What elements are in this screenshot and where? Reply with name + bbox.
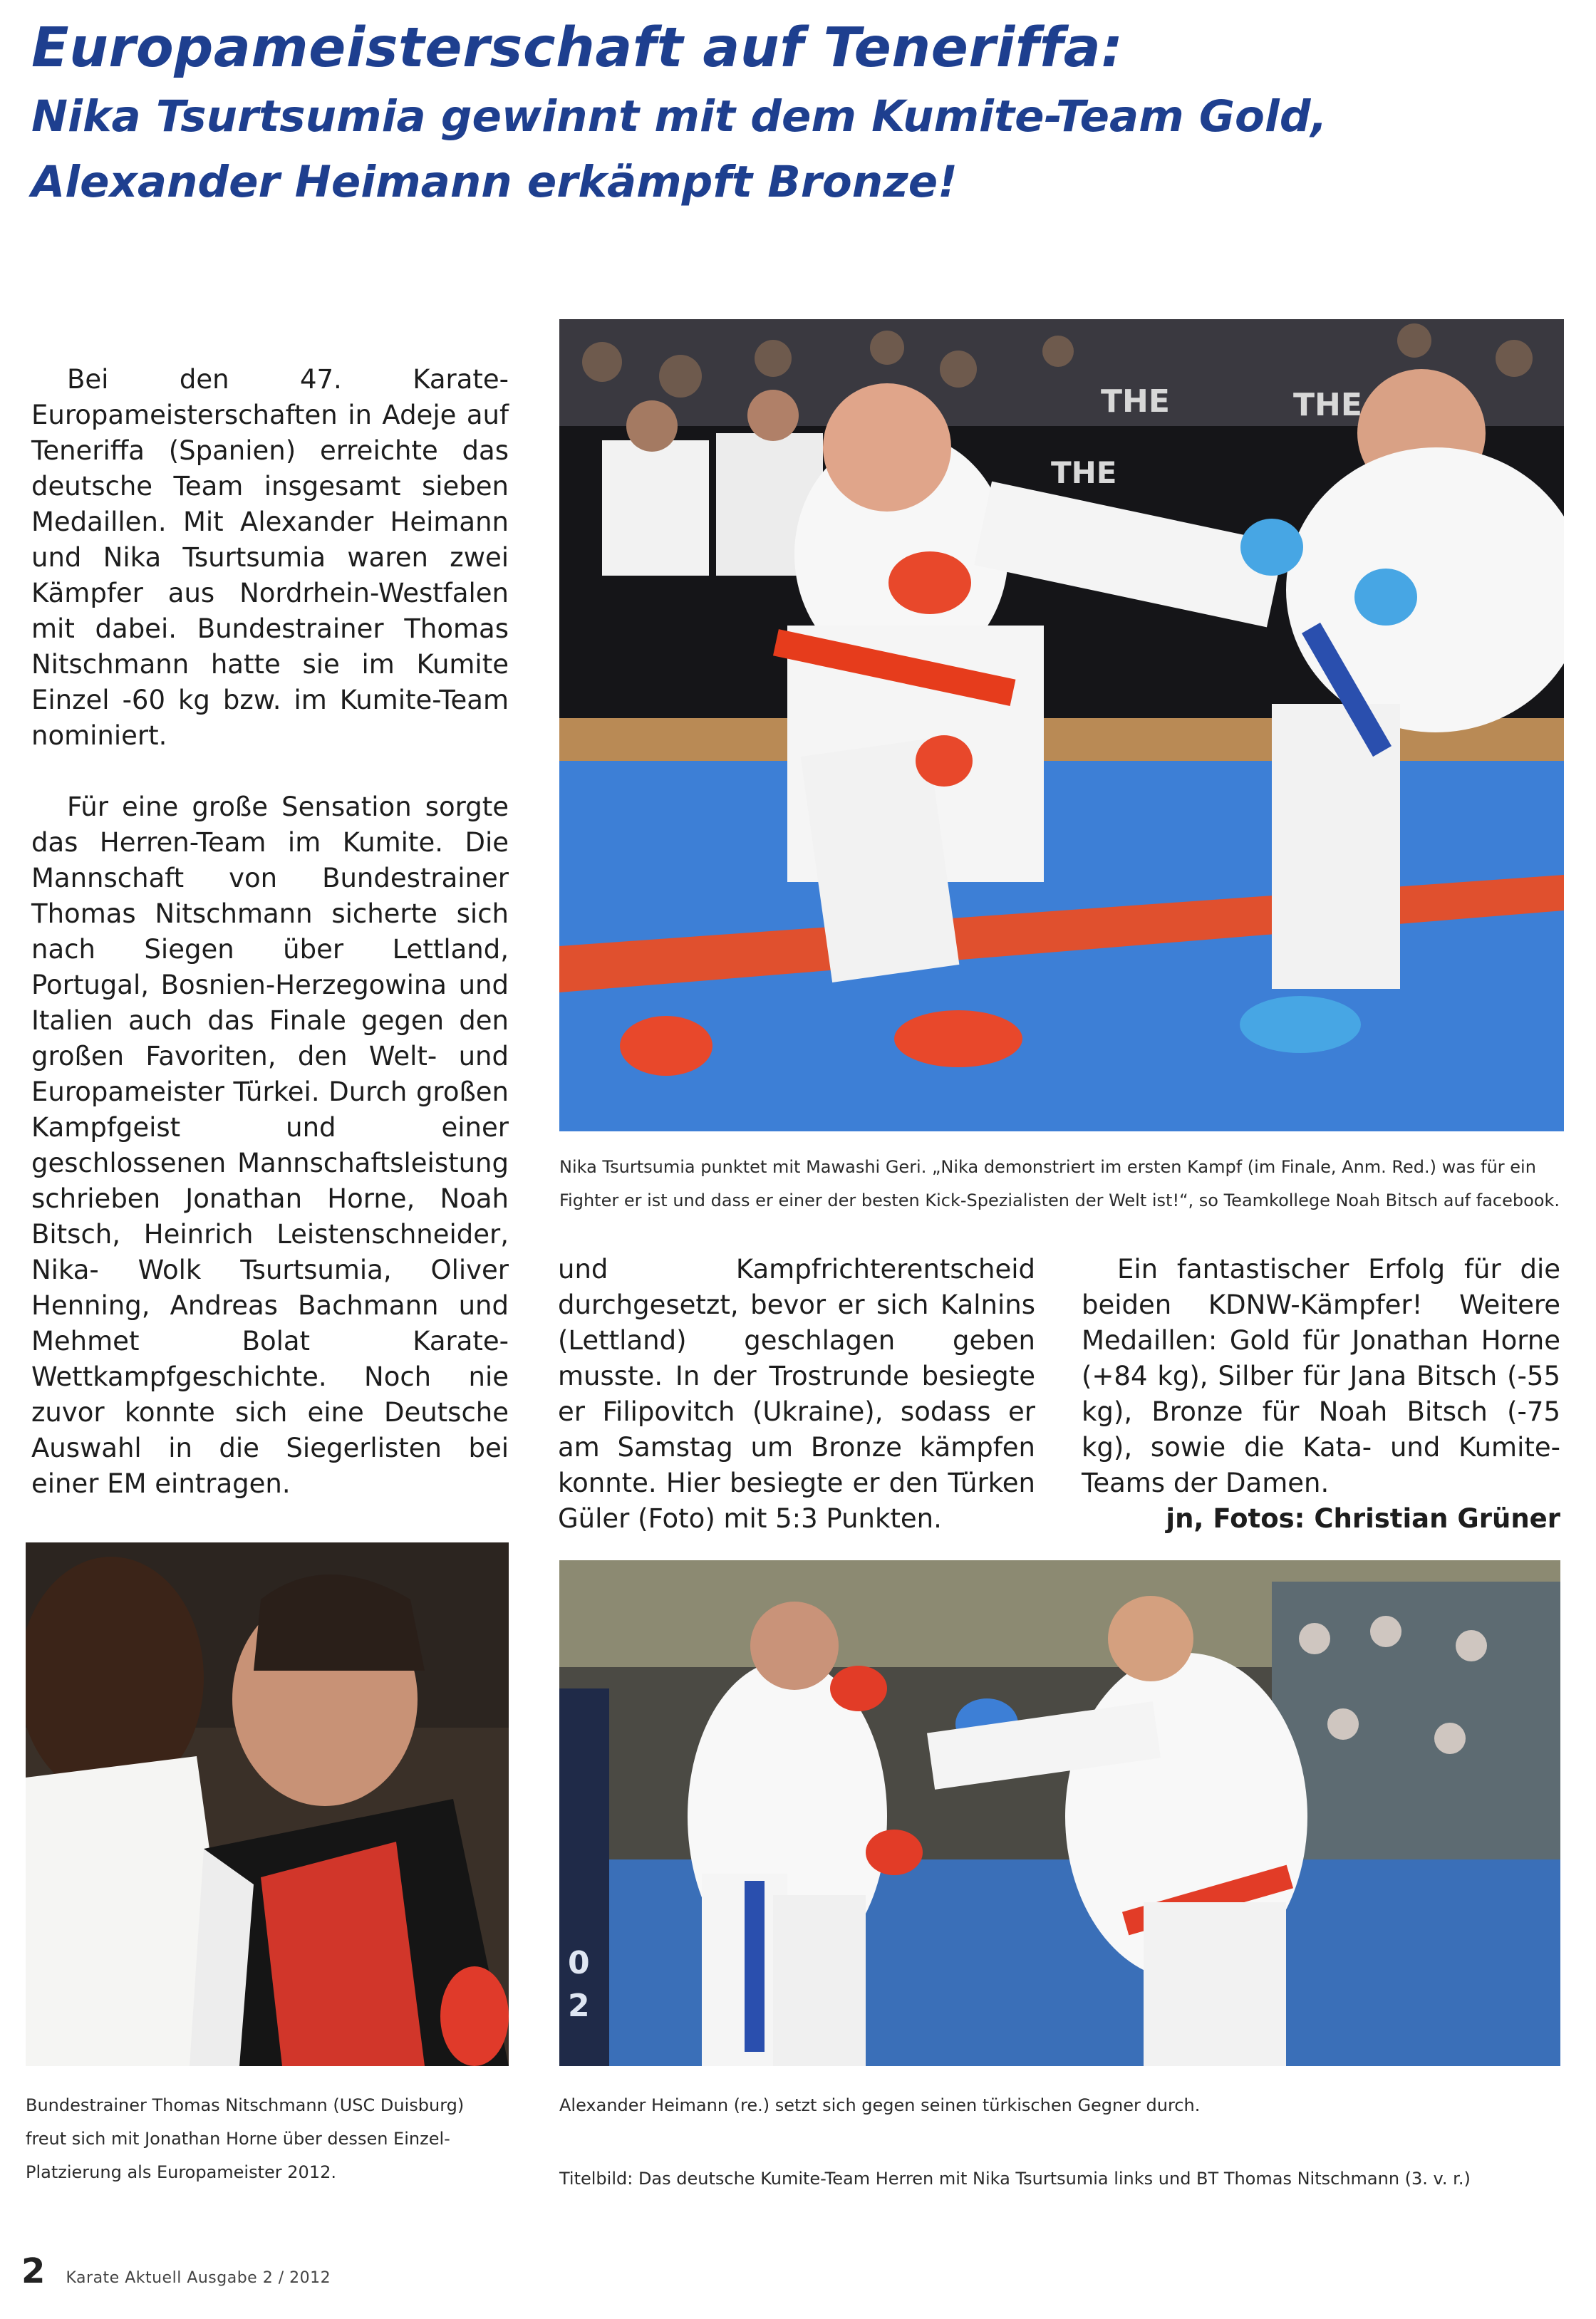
photo-heimann-fight: [559, 1560, 1560, 2066]
paragraph: Für eine große Sensation sorgte das Herren-Team im Kumite. Die Mannschaft von Bundestrainer Thomas Nitschmann sicherte sich nach Siegen über Lettland, Portugal, Bosnien-Herzegowina und Italien auch das Finale gegen den großen Favoriten, den Welt- und Europameister Türkei. Durch großen Kampfgeist und einer geschlossenen Mannschaftsleistung schrieben Jonathan Horne, Noah Bitsch, Heinrich Leistenschneider, Nika- Wolk Tsurtsumia, Oliver Henning, Andreas Bachmann und Mehmet Bolat Karate- Wettkampfgeschichte. Noch nie zuvor konnte sich eine Deutsche Auswahl in die Siegerlisten bei einer EM eintragen.: [31, 792, 509, 1499]
photo-caption-coach: [26, 2089, 510, 2189]
caption-text: Alexander Heimann (re.) setzt sich gegen seinen türkischen Gegner durch.: [559, 2095, 1201, 2115]
banner-text: THE: [1293, 387, 1362, 423]
caption-text: Nika Tsurtsumia punktet mit Mawashi Geri. „Nika demonstriert im ersten Kampf (im Finale, Anm. Red.) was für ein Fighter er ist und dass er einer der besten Kick-Spezialisten der Welt ist!“, so Teamkollege Noah Bitsch auf facebook.: [559, 1157, 1560, 1210]
photo-kick: [559, 319, 1564, 1131]
banner-text: THE: [1051, 455, 1117, 490]
banner-text: THE: [1101, 383, 1170, 420]
magazine-issue: Karate Aktuell Ausgabe 2 / 2012: [66, 2269, 331, 2287]
paragraph: und Kampfrichterentscheid durchgesetzt, bevor er sich Kalnins (Lettland) geschlagen geben musste. In der Trostrunde besiegte er Filipovitch (Ukraine), sodass er am Samstag um Bronze kämpfen konnte. Hier besiegte er den Türken Güler (Foto) mit 5:3 Punkten.: [558, 1254, 1035, 1534]
paragraph: Bei den 47. Karate-Europameisterschaften in Adeje auf Teneriffa (Spanien) erreichte das deutsche Team insgesamt sieben Medaillen. Mit Alexander Heimann und Nika Tsurtsumia waren zwei Kämpfer aus Nordrhein-Westfalen mit dabei. Bundestrainer Thomas Nitschmann hatte sie im Kumite Einzel -60 kg bzw. im Kumite-Team nominiert.: [31, 364, 509, 751]
article-title: [31, 13, 1563, 215]
page-number: 2: [21, 2251, 46, 2291]
page-footer: [21, 2251, 331, 2291]
body-column-2: [558, 1252, 1035, 1537]
title-line-2: Nika Tsurtsumia gewinnt mit dem Kumite-Team Gold,: [31, 91, 1327, 142]
body-column-1: [31, 362, 509, 1716]
scoreboard-text: 0: [568, 1945, 590, 1981]
paragraph: Ein fantastischer Erfolg für die beiden KDNW-Kämpfer! Weitere Medaillen: Gold für Jonathan Horne (+84 kg), Silber für Jana Bitsch (-55 kg), Bronze für Noah Bitsch (-75 kg), sowie die Kata- und Kumite-Teams der Damen.: [1082, 1254, 1560, 1498]
title-line-3: Alexander Heimann erkämpft Bronze!: [31, 157, 958, 207]
caption-text: Bundestrainer Thomas Nitschmann (USC Duisburg) freut sich mit Jonathan Horne über dessen Einzel-Platzierung als Europameister 2012.: [26, 2095, 465, 2182]
caption-text: Titelbild: Das deutsche Kumite-Team Herren mit Nika Tsurtsumia links und BT Thomas Nitschmann (3. v. r.): [559, 2169, 1471, 2189]
title-line-1: Europameisterschaft auf Teneriffa:: [31, 16, 1124, 80]
photo-coach-hug: [26, 1542, 509, 2066]
photo-caption-kick: [559, 1151, 1564, 1218]
body-column-3: [1082, 1252, 1560, 1537]
photo-caption-heimann: [559, 2089, 1560, 2122]
cover-photo-caption: [559, 2162, 1560, 2196]
photo-credit: jn, Fotos: Christian Grüner: [1166, 1503, 1560, 1534]
scoreboard-text: 2: [568, 1988, 590, 2024]
